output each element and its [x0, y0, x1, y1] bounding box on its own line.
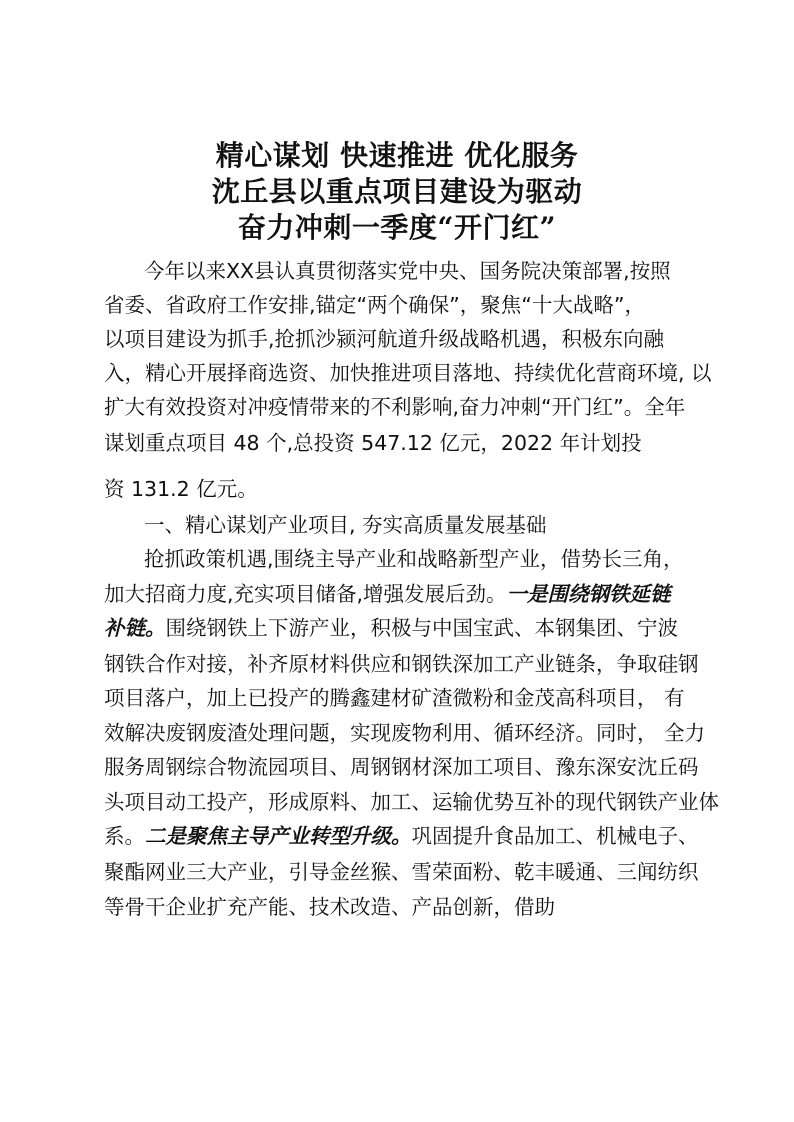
section-1-line-1: 抢抓政策机遇,围绕主导产业和战略新型产业，借势长三角， — [144, 547, 684, 571]
section-1-emphasis-2: 二是聚焦主导产业转型升级。 — [145, 824, 412, 848]
intro-line-2: 省委、省政府工作安排,锚定“两个确保”，聚焦“十大战略”， — [104, 293, 645, 317]
section-1-line-2-text: 加大招商力度,充实项目储备,增强发展后劲。 — [104, 582, 507, 606]
section-1-emphasis-1-end: 补链。 — [104, 616, 166, 640]
section-1-line-9-text-2: 巩固提升食品加工、机械电子、 — [411, 824, 699, 848]
intro-line-4: 入，精心开展择商选资、加快推进项目落地、持续优化营商环境, 以 — [104, 361, 712, 385]
section-1-line-3 — [104, 613, 678, 643]
intro-line-7: 资 131.2 亿元。 — [104, 477, 258, 501]
title-line-3: 奋力冲刺一季度“开门红” — [237, 211, 557, 244]
section-1-line-2 — [104, 579, 671, 609]
intro-line-3: 以项目建设为抓手,抢抓沙颍河航道升级战略机遇，积极东向融 — [104, 327, 665, 351]
section-1-line-9 — [104, 821, 699, 851]
section-1-line-11: 等骨干企业扩充产能、技术改造、产品创新，借助 — [104, 895, 555, 919]
section-1-line-10: 聚酯网业三大产业，引导金丝猴、雪荣面粉、乾丰暖通、三闻纺织 — [104, 860, 699, 884]
section-1-line-4: 钢铁合作对接，补齐原材料供应和钢铁深加工产业链条，争取硅钢 — [104, 652, 699, 676]
intro-line-5: 扩大有效投资对冲疫情带来的不利影响,奋力冲刺“开门红”。全年 — [104, 395, 686, 419]
section-1-line-8: 头项目动工投产，形成原料、加工、运输优势互补的现代钢铁产业体 — [104, 790, 719, 814]
section-1-line-5: 项目落户，加上已投产的腾鑫建材矿渣微粉和金茂高科项目， 有 — [104, 686, 685, 710]
intro-line-1: 今年以来XX县认真贯彻落实党中央、国务院决策部署,按照 — [144, 259, 671, 283]
title-line-2: 沈丘县以重点项目建设为驱动 — [211, 175, 583, 208]
section-1-line-6: 效解决废钢废渣处理问题，实现废物利用、循环经济。同时， 全力 — [104, 721, 706, 745]
section-1-line-3-text: 围绕钢铁上下游产业，积极与中国宝武、本钢集团、宁波 — [165, 616, 678, 640]
section-1-line-7: 服务周钢综合物流园项目、周钢钢材深加工项目、豫东深安沈丘码 — [104, 755, 699, 779]
section-1-heading: 一、精心谋划产业项目, 夯实高质量发展基础 — [144, 513, 547, 537]
section-1-emphasis-1: 一是围绕钢铁延链 — [506, 582, 671, 606]
section-1-line-9-text: 系。 — [104, 824, 145, 848]
title-line-1: 精心谋划 快速推进 优化服务 — [215, 139, 579, 172]
intro-line-6: 谋划重点项目 48 个,总投资 547.12 亿元，2022 年计划投 — [104, 431, 642, 455]
